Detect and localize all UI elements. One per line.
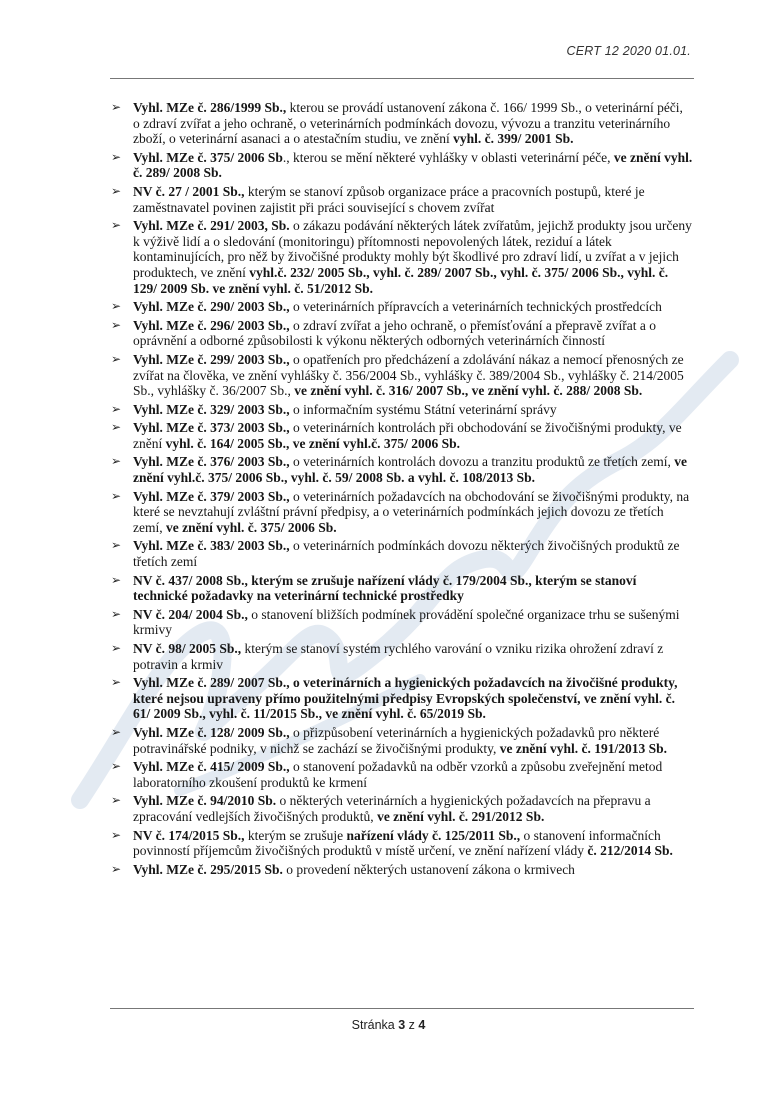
arrowhead-bullet-icon: ➢ xyxy=(111,538,122,553)
bold-text: ve znění vyhl. č. 289/ 2008 Sb. xyxy=(133,149,693,181)
list-item xyxy=(108,150,693,181)
page-total: 4 xyxy=(418,1018,426,1032)
list-item-text xyxy=(133,402,557,417)
regular-text: o veterinárních podmínkách dovozu některých živočišných produktů ze třetích zemí xyxy=(133,538,680,570)
document-code-header: CERT 12 2020 01.01. xyxy=(566,44,691,58)
arrowhead-bullet-icon: ➢ xyxy=(111,724,122,739)
list-item-text xyxy=(133,641,663,672)
page-separator: z xyxy=(405,1018,419,1032)
bold-text: č. 212/2014 Sb. xyxy=(587,843,673,859)
regular-text: o provedení některých ustanovení zákona o krmivech xyxy=(282,861,575,877)
regular-text: o veterinárních přípravcích a veterinárních technických prostředcích xyxy=(289,299,662,315)
list-item-text xyxy=(133,828,673,859)
arrowhead-bullet-icon: ➢ xyxy=(111,675,122,690)
arrowhead-bullet-icon: ➢ xyxy=(111,149,122,164)
list-item xyxy=(108,828,693,859)
page-footer xyxy=(0,1018,777,1032)
arrowhead-bullet-icon: ➢ xyxy=(111,299,122,314)
bold-text: NV č. 174/2015 Sb., xyxy=(133,827,245,843)
legislation-list xyxy=(108,100,693,880)
list-item-text xyxy=(133,793,651,824)
regular-text: o veterinárních kontrolách dovozu a tranzitu produktů ze třetích zemí, xyxy=(289,454,675,470)
arrowhead-bullet-icon: ➢ xyxy=(111,572,122,587)
regular-text: kterým se stanoví způsob organizace práce a pracovních postupů, které je zaměstnavatel povinen zajistit při práci související s chovem zvířat xyxy=(133,183,645,215)
bold-text: Vyhl. MZe č. 295/2015 Sb. xyxy=(133,861,283,877)
list-item-text xyxy=(133,725,667,756)
bold-text: ve znění vyhl. č. 191/2013 Sb. xyxy=(499,740,668,756)
list-item xyxy=(108,184,693,215)
list-item-text xyxy=(133,607,680,638)
bold-text: Vyhl. MZe č. 329/ 2003 Sb., xyxy=(133,401,290,417)
bold-text: Vyhl. MZe č. 373/ 2003 Sb., xyxy=(133,420,290,436)
bold-text: Vyhl. MZe č. 379/ 2003 Sb., xyxy=(133,488,290,504)
list-item-text xyxy=(133,218,692,295)
list-item xyxy=(108,759,693,790)
bold-text: Vyhl. MZe č. 290/ 2003 Sb., xyxy=(133,299,290,315)
bold-text: ve znění vyhl. č. 375/ 2006 Sb. xyxy=(166,519,337,535)
list-item xyxy=(108,641,693,672)
list-item xyxy=(108,218,693,296)
arrowhead-bullet-icon: ➢ xyxy=(111,759,122,774)
list-item-text xyxy=(133,299,662,314)
regular-text: kterou se provádí ustanovení zákona č. 166/ 1999 Sb., o veterinární péči, o zdraví zvířat a jeho ochraně, o veterinárních podmínkách dovozu, vývozu a tranzitu veterinárního zboží, o veterinární asanaci a o atestačním studiu, ve znění xyxy=(133,100,683,147)
list-item xyxy=(108,675,693,722)
regular-text: o informačním systému Státní veterinární správy xyxy=(289,401,557,417)
bold-text: Vyhl. MZe č. 299/ 2003 Sb., xyxy=(133,351,290,367)
arrowhead-bullet-icon: ➢ xyxy=(111,351,122,366)
page-current: 3 xyxy=(398,1018,406,1032)
bold-text: vyhl. č. 164/ 2005 Sb., ve znění vyhl.č. 375/ 2006 Sb. xyxy=(165,435,461,451)
arrowhead-bullet-icon: ➢ xyxy=(111,183,122,198)
arrowhead-bullet-icon: ➢ xyxy=(111,218,122,233)
arrowhead-bullet-icon: ➢ xyxy=(111,606,122,621)
bold-text: NV č. 204/ 2004 Sb., xyxy=(133,606,248,622)
list-item-text xyxy=(133,420,682,451)
arrowhead-bullet-icon: ➢ xyxy=(111,827,122,842)
bold-text: Vyhl. MZe č. 94/2010 Sb. xyxy=(133,793,277,809)
page-label: Stránka xyxy=(351,1018,399,1032)
arrowhead-bullet-icon: ➢ xyxy=(111,641,122,655)
bold-text: Vyhl. MZe č. 383/ 2003 Sb., xyxy=(133,538,290,554)
list-item-text xyxy=(133,352,684,398)
list-item-text xyxy=(133,100,683,146)
arrowhead-bullet-icon: ➢ xyxy=(111,401,122,416)
list-item xyxy=(108,318,693,349)
list-item xyxy=(108,607,693,638)
bold-text: Vyhl. MZe č. 375/ 2006 Sb xyxy=(133,149,283,165)
regular-text: o stanovení informačních povinností příjemcům živočišných produktů v místě určení, ve znění nařízení vlády xyxy=(133,827,661,859)
arrowhead-bullet-icon: ➢ xyxy=(111,317,122,332)
list-item-text xyxy=(133,184,645,215)
regular-text: o přizpůsobení veterinárních a hygienických požadavků pro některé potravinářské podniky, v nichž se zachází se živočišnými produkty, xyxy=(133,724,660,756)
bold-text: Vyhl. MZe č. 128/ 2009 Sb., xyxy=(133,724,290,740)
arrowhead-bullet-icon: ➢ xyxy=(111,793,122,808)
regular-text: o stanovení bližších podmínek provádění společné organizace trhu se sušenými krmivy xyxy=(133,606,680,638)
list-item-text xyxy=(133,675,678,721)
footer-divider xyxy=(110,1008,694,1009)
list-item-text xyxy=(133,538,680,569)
regular-text: kterým se zrušuje xyxy=(244,827,347,843)
regular-text: o zákazu podávání některých látek zvířatům, jejichž produkty jsou určeny k výživě lidí a o sledování (monitoringu) přítomnosti nepovolených látek, reziduí a látek kontaminujících, pro něž by živočišné produkty mohly být škodlivé pro zdraví lidí, u zvířat a v jejich produktech, ve znění xyxy=(133,218,692,280)
list-item xyxy=(108,725,693,756)
list-item xyxy=(108,420,693,451)
list-item-text xyxy=(133,150,692,181)
bold-text: Vyhl. MZe č. 289/ 2007 Sb., o veterinárních a hygienických požadavcích na živočišné produkty, které nejsou upraveny přímo použitelnými předpisy Evropských společenství, ve znění vyhl. č. 61/ 2009 Sb., vyhl. č. 11/2015 Sb., ve znění vyhl. č. 65/2019 Sb. xyxy=(133,675,678,722)
bold-text: Vyhl. MZe č. 415/ 2009 Sb., xyxy=(133,759,290,775)
regular-text: o veterinárních požadavcích na obchodování se živočišnými produkty, na které se nevztahují zvláštní právní předpisy, a o veterinárních podmínkách jejich dovozu ze třetích zemí, xyxy=(133,488,690,535)
bold-text: ve znění vyhl.č. 375/ 2006 Sb., vyhl. č. 59/ 2008 Sb. a vyhl. č. 108/2013 Sb. xyxy=(133,454,688,486)
list-item xyxy=(108,793,693,824)
list-item xyxy=(108,862,693,878)
bold-text: ve znění vyhl. č. 291/2012 Sb. xyxy=(377,808,545,824)
list-item xyxy=(108,299,693,315)
list-item-text xyxy=(133,573,636,604)
regular-text: kterým se stanoví systém rychlého varování o vzniku rizika ohrožení zdraví z potravin a krmiv xyxy=(133,641,664,672)
list-item-text xyxy=(133,318,656,349)
regular-text: o některých veterinárních a hygienických požadavcích na přepravu a zpracování vedlejších živočišných produktů, xyxy=(133,793,651,824)
list-item-text xyxy=(133,759,662,790)
bold-text: NV č. 27 / 2001 Sb., xyxy=(133,183,245,199)
bold-text: Vyhl. MZe č. 296/ 2003 Sb., xyxy=(133,317,290,333)
bold-text: Vyhl. MZe č. 286/1999 Sb., xyxy=(133,100,287,115)
arrowhead-bullet-icon: ➢ xyxy=(111,454,122,469)
regular-text: o zdraví zvířat a jeho ochraně, o přemísťování a přepravě zvířat a o oprávnění a odborné způsobilosti k výkonu některých odborných veterinárních činností xyxy=(133,317,657,349)
list-item xyxy=(108,454,693,485)
regular-text: o veterinárních kontrolách při obchodování se živočišnými produkty, ve znění xyxy=(133,420,682,451)
bold-text: vyhl.č. 232/ 2005 Sb., vyhl. č. 289/ 2007 Sb., vyhl. č. 375/ 2006 Sb., vyhl. č. 129/ 2009 Sb. ve znění vyhl. č. 51/2012 Sb. xyxy=(133,264,669,296)
bold-text: NV č. 437/ 2008 Sb., kterým se zrušuje nařízení vlády č. 179/2004 Sb., kterým se stanoví technické požadavky na veterinární technické prostředky xyxy=(133,572,637,604)
bold-text: Vyhl. MZe č. 376/ 2003 Sb., xyxy=(133,454,290,470)
list-item xyxy=(108,489,693,536)
bold-text: nařízení vlády č. 125/2011 Sb., xyxy=(346,827,521,843)
arrowhead-bullet-icon: ➢ xyxy=(111,861,122,876)
list-item xyxy=(108,573,693,604)
list-item-text xyxy=(133,454,687,485)
list-item xyxy=(108,538,693,569)
list-item xyxy=(108,100,693,147)
header-divider xyxy=(110,78,694,79)
list-item xyxy=(108,352,693,399)
list-item xyxy=(108,402,693,418)
arrowhead-bullet-icon: ➢ xyxy=(111,420,122,435)
regular-text: o opatřeních pro předcházení a zdolávání nákaz a nemocí přenosných ze zvířat na člověka, ve znění vyhlášky č. 356/2004 Sb., vyhlášky č. 389/2004 Sb., vyhlášky č. 214/2005 Sb., vyhlášky č. 36/2007 Sb., xyxy=(133,351,684,399)
arrowhead-bullet-icon: ➢ xyxy=(111,488,122,503)
list-item-text xyxy=(133,489,689,535)
bold-text: NV č. 98/ 2005 Sb., xyxy=(133,641,242,656)
bold-text: Vyhl. MZe č. 291/ 2003, Sb. xyxy=(133,218,290,234)
regular-text: ., kterou se mění některé vyhlášky v oblasti veterinární péče, xyxy=(282,149,614,165)
regular-text: o stanovení požadavků na odběr vzorků a způsobu zveřejnění metod laboratorního zkoušení produktů ke krmení xyxy=(133,759,663,790)
list-item-text xyxy=(133,862,575,877)
bold-text: ve znění vyhl. č. 316/ 2007 Sb., ve znění vyhl. č. 288/ 2008 Sb. xyxy=(294,383,643,399)
bold-text: vyhl. č. 399/ 2001 Sb. xyxy=(453,131,574,147)
arrowhead-bullet-icon: ➢ xyxy=(111,100,122,114)
